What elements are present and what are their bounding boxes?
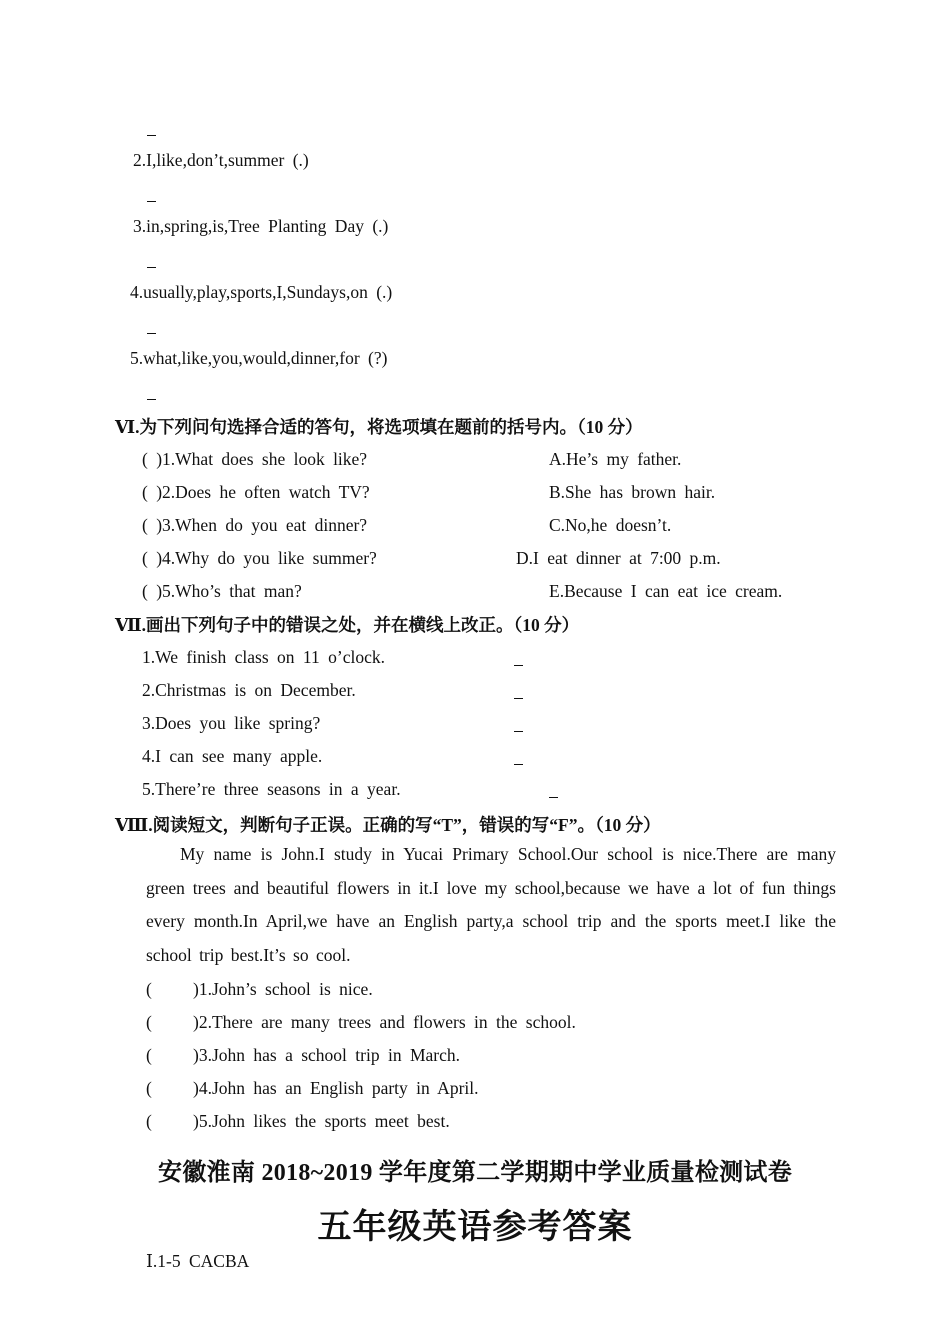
ordering-item-4: 4.usually,play,sports,I,Sundays,on (.) bbox=[130, 282, 393, 302]
section-6-question: ( )4.Why do you like summer? bbox=[142, 548, 377, 568]
answer-paren[interactable]: ( bbox=[146, 1078, 152, 1098]
section-6-answer: C.No,he doesn’t. bbox=[549, 515, 672, 535]
question-text: )4.John has an English party in April. bbox=[193, 1078, 479, 1098]
correction-blank[interactable] bbox=[514, 698, 523, 699]
ordering-item-2: 2.I,like,don’t,summer (.) bbox=[133, 150, 309, 170]
answer-paren[interactable]: ( bbox=[146, 1012, 152, 1032]
question-text: )5.John likes the sports meet best. bbox=[193, 1111, 450, 1131]
reading-passage bbox=[146, 838, 836, 972]
section-6-answer: B.She has brown hair. bbox=[549, 482, 716, 502]
section-7-heading: Ⅶ.画出下列句子中的错误之处，并在横线上改正。（10 分） bbox=[115, 615, 580, 635]
answer-blank[interactable] bbox=[147, 201, 156, 202]
section-6-question: ( )5.Who’s that man? bbox=[142, 581, 302, 601]
section-8-question bbox=[146, 979, 373, 1000]
answer-key-title: 安徽淮南 2018~2019 学年度第二学期期中学业质量检测试卷 bbox=[157, 1160, 793, 1186]
ordering-item-3: 3.in,spring,is,Tree Planting Day (.) bbox=[133, 216, 389, 236]
section-6-question: ( )2.Does he often watch TV? bbox=[142, 482, 370, 502]
answer-paren[interactable]: ( bbox=[146, 1045, 152, 1065]
correction-blank[interactable] bbox=[514, 731, 523, 732]
section-7-item: 2.Christmas is on December. bbox=[142, 680, 356, 700]
section-8-question bbox=[146, 1078, 479, 1099]
section-8-question bbox=[146, 1045, 460, 1066]
correction-blank[interactable] bbox=[514, 665, 523, 666]
correction-blank[interactable] bbox=[514, 764, 523, 765]
ordering-item-5: 5.what,like,you,would,dinner,for (?) bbox=[130, 348, 388, 368]
section-7-item: 5.There’re three seasons in a year. bbox=[142, 779, 401, 799]
section-6-question: ( )1.What does she look like? bbox=[142, 449, 368, 469]
section-7-item: 3.Does you like spring? bbox=[142, 713, 321, 733]
section-8-question bbox=[146, 1111, 450, 1132]
answer-blank[interactable] bbox=[147, 267, 156, 268]
section-8-heading: Ⅷ.阅读短文，判断句子正误。正确的写“T”，错误的写“F”。（10 分） bbox=[115, 815, 661, 835]
section-6-answer: A.He’s my father. bbox=[549, 449, 682, 469]
answer-paren[interactable]: ( bbox=[146, 1111, 152, 1131]
correction-blank[interactable] bbox=[549, 797, 558, 798]
answer-paren[interactable]: ( bbox=[146, 979, 152, 999]
section-7-item: 4.I can see many apple. bbox=[142, 746, 323, 766]
passage-text: My name is John.I study in Yucai Primary School.Our school is nice.There are many green trees and beautiful flowers in it.I love my school,because we have a lot of fun things every month.In April,we have an English party,a school trip and the sports meet.I like the school trip best.It’s so cool. bbox=[146, 844, 836, 965]
question-text: )3.John has a school trip in March. bbox=[193, 1045, 461, 1065]
answer-blank[interactable] bbox=[147, 135, 156, 136]
answer-blank[interactable] bbox=[147, 333, 156, 334]
answer-key-line: Ⅰ.1-5 CACBA bbox=[146, 1251, 250, 1271]
section-6-question: ( )3.When do you eat dinner? bbox=[142, 515, 368, 535]
section-6-answer: D.I eat dinner at 7:00 p.m. bbox=[516, 548, 721, 568]
answer-key-subtitle: 五年级英语参考答案 bbox=[317, 1209, 633, 1246]
section-6-answer: E.Because I can eat ice cream. bbox=[549, 581, 783, 601]
section-7-item: 1.We finish class on 11 o’clock. bbox=[142, 647, 385, 667]
question-text: )1.John’s school is nice. bbox=[193, 979, 373, 999]
section-6-heading: Ⅵ.为下列问句选择合适的答句，将选项填在题前的括号内。（10 分） bbox=[115, 417, 643, 437]
question-text: )2.There are many trees and flowers in the school. bbox=[193, 1012, 576, 1032]
answer-blank[interactable] bbox=[147, 399, 156, 400]
section-8-question bbox=[146, 1012, 576, 1033]
